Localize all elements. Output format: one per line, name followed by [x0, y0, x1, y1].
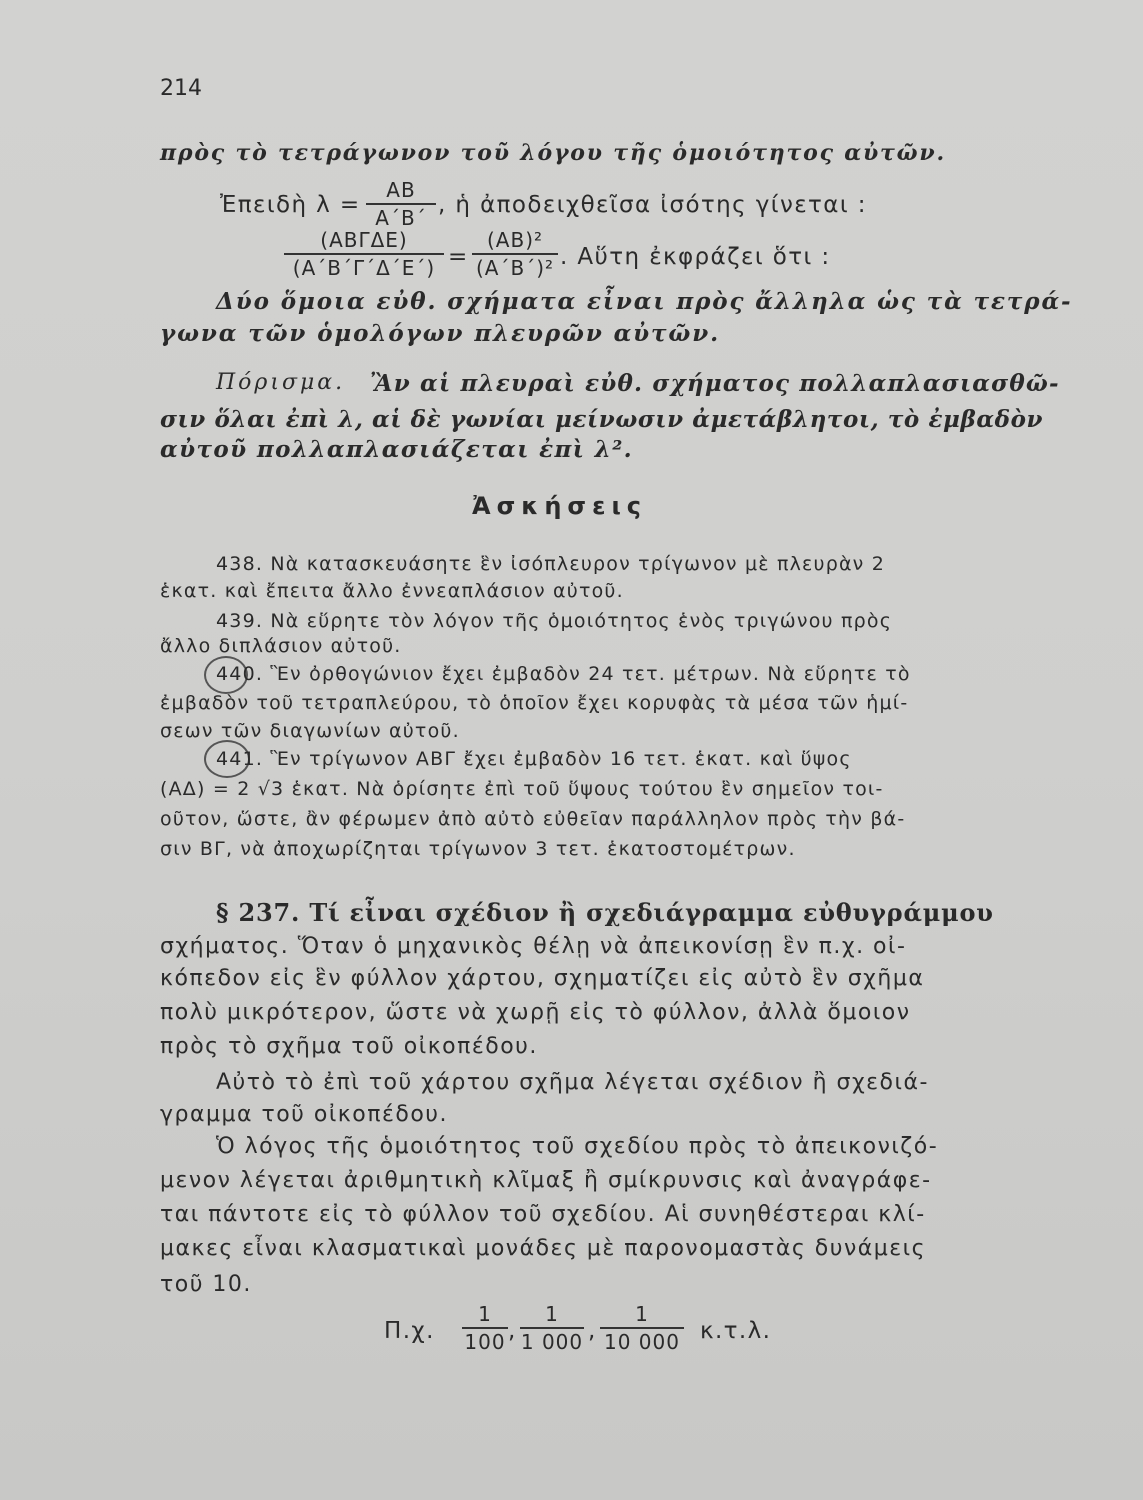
eq1-suffix: , ἡ ἀποδειχθεῖσα ἰσότης γίνεται :	[438, 192, 867, 218]
example-fraction-2	[520, 1302, 584, 1354]
intro-line: πρὸς τὸ τετράγωνον τοῦ λόγου τῆς ὁμοιότητος αὐτῶν.	[160, 140, 946, 166]
eq2-equals: =	[448, 244, 469, 270]
eq2-suffix: . Αὕτη ἐκφράζει ὅτι :	[560, 244, 831, 270]
eq2-left-numerator: (ΑΒΓΔΕ)	[284, 228, 444, 255]
section-p3-line-3: ται πάντοτε εἰς τὸ φύλλον τοῦ σχεδίου. Αἱ συνηθέστεραι κλί-	[160, 1202, 926, 1227]
fraction-1-numerator: 1	[462, 1302, 508, 1329]
corollary-line-3: αὐτοῦ πολλαπλασιάζεται ἐπὶ λ².	[160, 436, 634, 463]
section-p1-line-3: πολὺ μικρότερον, ὥστε νὰ χωρῇ εἰς τὸ φύλλον, ἀλλὰ ὅμοιον	[160, 1000, 911, 1025]
eq1-numerator: ΑΒ	[366, 178, 436, 205]
exercise-441-line-4: σιν ΒΓ, νὰ ἀποχωρίζηται τρίγωνον 3 τετ. ἑκατοστομέτρων.	[160, 838, 796, 860]
section-p3-line-5: τοῦ 10.	[160, 1272, 252, 1297]
fraction-3-denominator: 10 000	[604, 1330, 680, 1354]
section-p3-line-2: μενον λέγεται ἀριθμητικὴ κλῖμαξ ἢ σμίκρυνσις καὶ ἀναγράφε-	[160, 1168, 932, 1193]
fraction-1-separator: ,	[508, 1318, 517, 1344]
example-fraction-3	[600, 1302, 684, 1354]
fraction-1-denominator: 100	[464, 1330, 506, 1354]
eq1-prefix: Ἐπειδὴ λ =	[220, 192, 361, 218]
eq2-right-fraction	[472, 228, 558, 280]
exercise-440-line-2: ἐμβαδὸν τοῦ τετραπλεύρου, τὸ ὁποῖον ἔχει κορυφὰς τὰ μέσα τῶν ἡμί-	[160, 692, 909, 714]
eq1-fraction	[366, 178, 436, 230]
example-prefix: Π.χ.	[384, 1318, 435, 1344]
theorem-line-1: Δύο ὅμοια εὐθ. σχήματα εἶναι πρὸς ἄλληλα ὡς τὰ τετρά-	[216, 288, 1073, 315]
exercise-438-line-2: ἑκατ. καὶ ἔπειτα ἄλλο ἐννεαπλάσιον αὐτοῦ.	[160, 580, 624, 602]
fraction-2-denominator: 1 000	[520, 1330, 584, 1354]
example-suffix: κ.τ.λ.	[700, 1318, 772, 1344]
eq1-denominator: Α΄Β΄	[375, 206, 427, 230]
exercise-441-line-3: οῦτον, ὥστε, ἂν φέρωμεν ἀπὸ αὐτὸ εὐθεῖαν παράλληλον πρὸς τὴν βά-	[160, 808, 906, 830]
section-heading: § 237. Τί εἶναι σχέδιον ἢ σχεδιάγραμμα εὐθυγράμμου	[216, 898, 994, 927]
section-p1-line-2: κόπεδον εἰς ἓν φύλλον χάρτου, σχηματίζει εἰς αὐτὸ ἓν σχῆμα	[160, 966, 925, 991]
example-fraction-1	[462, 1302, 508, 1354]
eq2-left-denominator: (Α΄Β΄Γ΄Δ΄Ε΄)	[292, 256, 436, 280]
exercises-title: Ἀσκήσεις	[472, 492, 648, 520]
corollary-line-2: σιν ὅλαι ἐπὶ λ, αἱ δὲ γωνίαι μείνωσιν ἀμετάβλητοι, τὸ ἐμβαδὸν	[160, 406, 1044, 433]
exercise-441-line-2: (ΑΔ) = 2 √3 ἑκατ. Νὰ ὁρίσητε ἐπὶ τοῦ ὕψους τούτου ἓν σημεῖον τοι-	[160, 778, 884, 800]
page-number: 214	[160, 76, 202, 101]
eq2-right-numerator: (ΑΒ)²	[472, 228, 558, 255]
exercise-440-line-1: 440. Ἓν ὀρθογώνιον ἔχει ἐμβαδὸν 24 τετ. μέτρων. Νὰ εὕρητε τὸ	[216, 663, 911, 685]
exercise-439-line-1: 439. Νὰ εὕρητε τὸν λόγον τῆς ὁμοιότητος ἑνὸς τριγώνου πρὸς	[216, 610, 893, 632]
exercise-439-line-2: ἄλλο διπλάσιον αὐτοῦ.	[160, 635, 402, 657]
exercise-441-line-1: 441. Ἓν τρίγωνον ΑΒΓ ἔχει ἐμβαδὸν 16 τετ. ἑκατ. καὶ ὕψος	[216, 748, 852, 770]
section-p2-line-1: Αὐτὸ τὸ ἐπὶ τοῦ χάρτου σχῆμα λέγεται σχέδιον ἢ σχεδιά-	[216, 1070, 929, 1095]
section-p3-line-4: μακες εἶναι κλασματικαὶ μονάδες μὲ παρονομαστὰς δυνάμεις	[160, 1236, 926, 1261]
section-p1-line-1: σχήματος. Ὅταν ὁ μηχανικὸς θέλῃ νὰ ἀπεικονίσῃ ἓν π.χ. οἰ-	[160, 934, 907, 959]
fraction-2-numerator: 1	[520, 1302, 584, 1329]
section-p1-line-4: πρὸς τὸ σχῆμα τοῦ οἰκοπέδου.	[160, 1034, 538, 1059]
section-p3-line-1: Ὁ λόγος τῆς ὁμοιότητος τοῦ σχεδίου πρὸς τὸ ἀπεικονιζό-	[216, 1134, 939, 1159]
fraction-3-numerator: 1	[600, 1302, 684, 1329]
fraction-2-separator: ,	[588, 1318, 597, 1344]
eq2-right-denominator: (Α΄Β΄)²	[475, 256, 555, 280]
exercise-440-line-3: σεων τῶν διαγωνίων αὐτοῦ.	[160, 720, 460, 742]
eq2-left-fraction	[284, 228, 444, 280]
theorem-line-2: γωνα τῶν ὁμολόγων πλευρῶν αὐτῶν.	[160, 320, 720, 347]
exercise-438-line-1: 438. Νὰ κατασκευάσητε ἓν ἰσόπλευρον τρίγωνον μὲ πλευρὰν 2	[216, 553, 886, 575]
corollary-label: Πόρισμα.	[216, 370, 346, 395]
section-p2-line-2: γραμμα τοῦ οἰκοπέδου.	[160, 1102, 449, 1127]
corollary-line-1: Ἂν αἱ πλευραὶ εὐθ. σχήματος πολλαπλασιασθῶ-	[370, 370, 1060, 397]
